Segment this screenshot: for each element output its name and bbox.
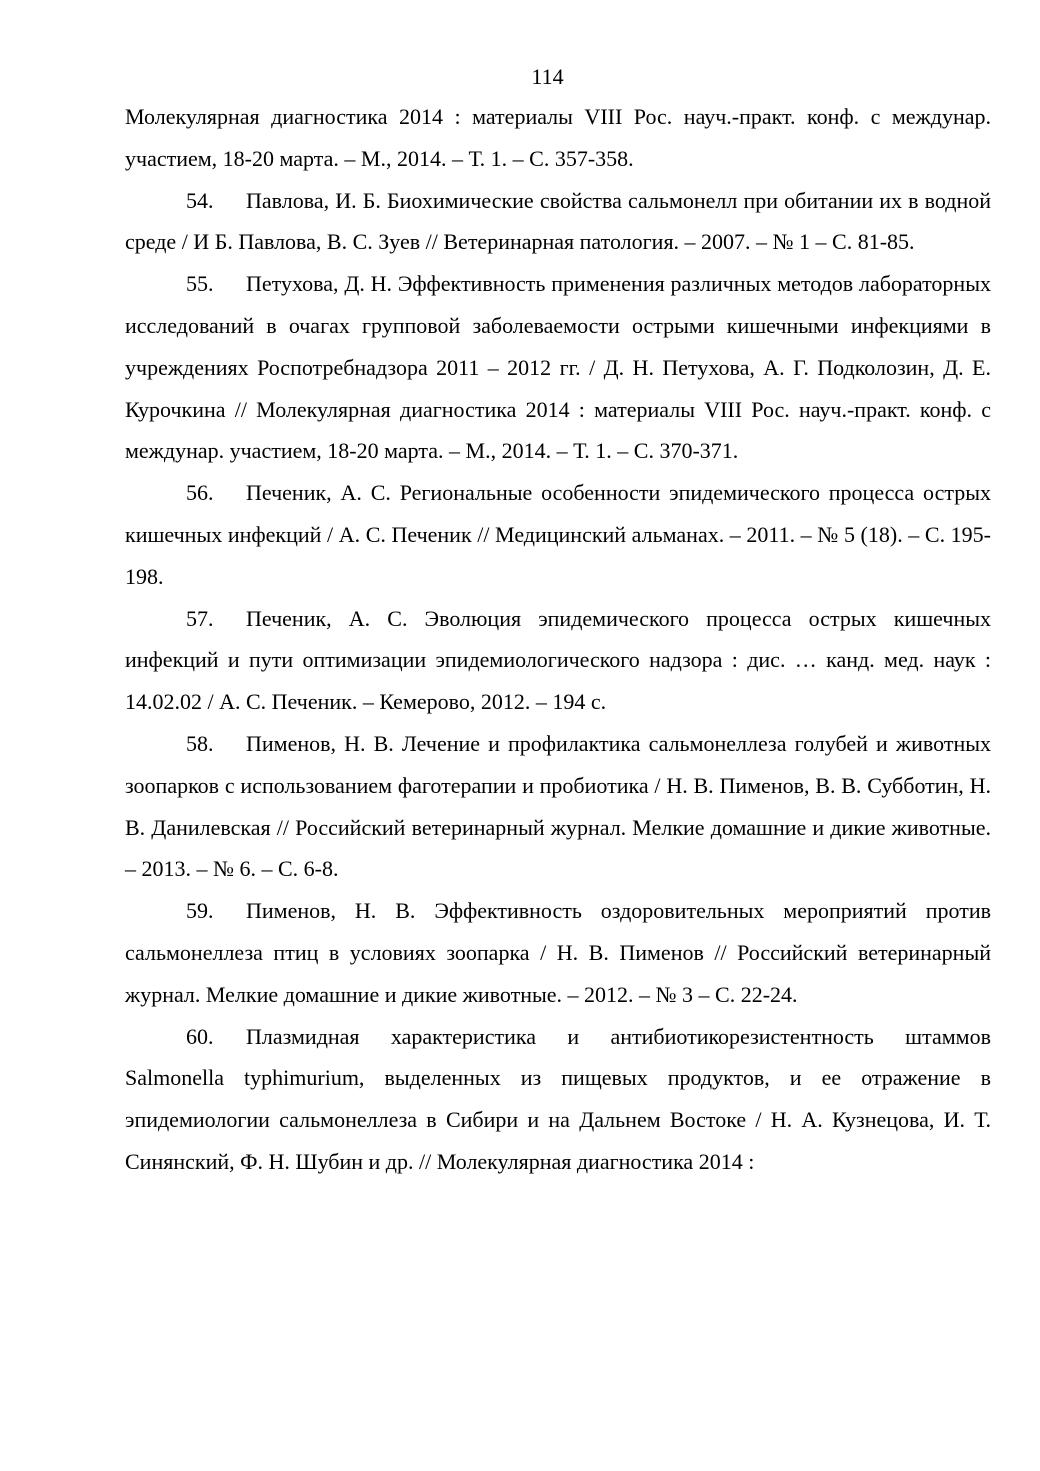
- reference-item: [125, 180, 991, 264]
- reference-item: [125, 598, 991, 723]
- reference-text: Печеник, А. С. Эволюция эпидемического процесса острых кишечных инфекций и пути оптимизации эпидемиологического надзора : дис. … канд. мед. наук : 14.02.02 / А. С. Печеник. – Кемерово, 2012. – 194 с.: [125, 605, 991, 715]
- reference-number: 57.: [186, 605, 214, 631]
- reference-number: 59.: [186, 898, 214, 924]
- reference-text: Пименов, Н. В. Эффективность оздоровительных мероприятий против сальмонеллеза птиц в условиях зоопарка / Н. В. Пименов // Российский ветеринарный журнал. Мелкие домашние и дикие животные. – 2012. – № 3 – С. 22-24.: [125, 898, 991, 1007]
- page-number: 114: [531, 64, 564, 89]
- reference-item: [125, 472, 991, 597]
- reference-continuation: Молекулярная диагностика 2014 : материалы VIII Рос. науч.-практ. конф. с междунар. участием, 18-20 марта. – М., 2014. – Т. 1. – С. 357-358.: [125, 104, 991, 171]
- reference-text: Печеник, А. С. Региональные особенности эпидемического процесса острых кишечных инфекций / А. С. Печеник // Медицинский альманах. – 2011. – № 5 (18). – С. 195-198.: [125, 480, 991, 589]
- reference-item: [125, 723, 991, 890]
- reference-text: Плазмидная характеристика и антибиотикорезистентность штаммов Salmonella typhimurium, выделенных из пищевых продуктов, и ее отражение в эпидемиологии сальмонеллеза в Сибири и на Дальнем Востоке / Н. А. Кузнецова, И. Т. Синянский, Ф. Н. Шубин и др. // Молекулярная диагностика 2014 :: [125, 1023, 991, 1174]
- reference-number: 54.: [186, 187, 214, 213]
- reference-number: 55.: [186, 271, 214, 297]
- reference-number: 60.: [186, 1023, 214, 1049]
- reference-number: 56.: [186, 480, 214, 506]
- reference-text: Пименов, Н. В. Лечение и профилактика сальмонеллеза голубей и животных зоопарков с использованием фаготерапии и пробиотика / Н. В. Пименов, В. В. Субботин, Н. В. Данилевская // Российский ветеринарный журнал. Мелкие домашние и дикие животные. – 2013. – № 6. – С. 6-8.: [125, 730, 991, 882]
- reference-list: [125, 96, 991, 1183]
- reference-text: Павлова, И. Б. Биохимические свойства сальмонелл при обитании их в водной среде / И Б. Павлова, В. С. Зуев // Ветеринарная патология. – 2007. – № 1 – С. 81-85.: [125, 187, 991, 255]
- reference-text: Петухова, Д. Н. Эффективность применения различных методов лабораторных исследований в очагах групповой заболеваемости острыми кишечными инфекциями в учреждениях Роспотребнадзора 2011 – 2012 гг. / Д. Н. Петухова, А. Г. Подколозин, Д. Е. Курочкина // Молекулярная диагностика 2014 : материалы VIII Рос. науч.-практ. конф. с междунар. участием, 18-20 марта. – М., 2014. – Т. 1. – С. 370-371.: [125, 271, 991, 464]
- reference-item: [125, 1016, 991, 1183]
- reference-item: [125, 890, 991, 1015]
- reference-item: [125, 263, 991, 472]
- reference-number: 58.: [186, 730, 214, 756]
